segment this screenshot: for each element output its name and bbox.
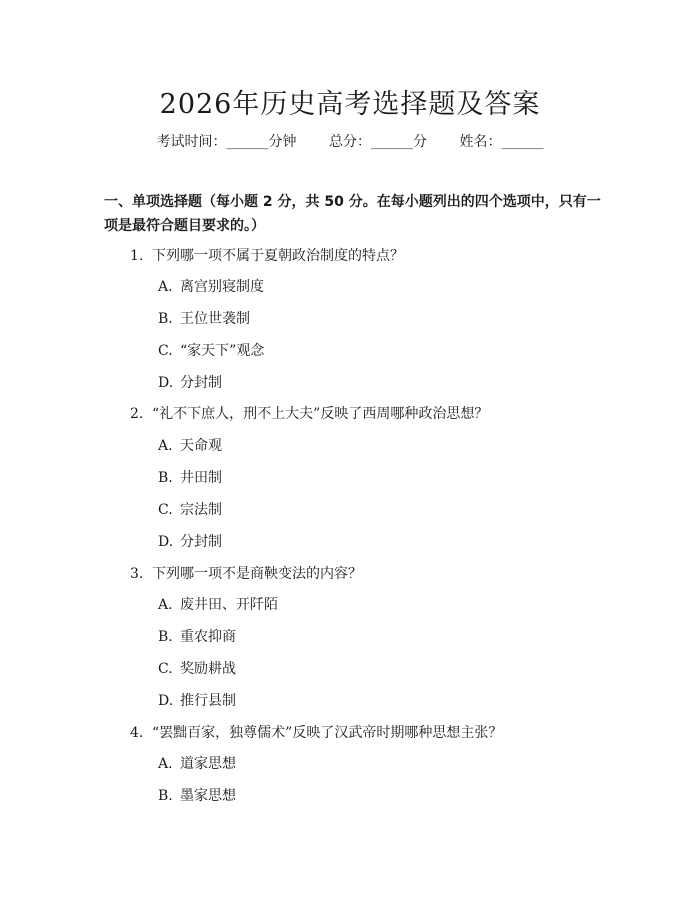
- section-heading: 一、单项选择题（每小题 2 分，共 50 分。在每小题列出的四个选项中，只有一项是最符合题目要求的。）: [104, 194, 601, 234]
- option-label: D.: [158, 375, 174, 391]
- option: [158, 499, 222, 519]
- exam-time-field: 考试时间：______分钟: [156, 134, 297, 150]
- option: [158, 626, 236, 646]
- question-text: 下列哪一项不属于夏朝政治制度的特点？: [152, 248, 404, 264]
- question-text: “罢黜百家，独尊儒术”反映了汉武帝时期哪种思想主张？: [152, 725, 503, 741]
- option-label: D.: [158, 534, 174, 550]
- option: [158, 372, 222, 392]
- option-text: 井田制: [180, 470, 222, 486]
- option-label: A.: [158, 597, 173, 613]
- option-label: C.: [158, 661, 173, 677]
- question-number: 2.: [130, 406, 144, 422]
- option-text: 废井田、开阡陌: [180, 597, 278, 613]
- option: [158, 276, 264, 296]
- question: [130, 563, 362, 583]
- total-score-field: 总分：______分: [329, 134, 427, 150]
- question-text: “礼不下庶人，刑不上大夫”反映了西周哪种政治思想？: [152, 406, 489, 422]
- question-number: 1.: [130, 248, 144, 264]
- option-label: D.: [158, 693, 174, 709]
- option-label: A.: [158, 756, 173, 772]
- exam-meta: [0, 131, 700, 151]
- option-text: 分封制: [180, 375, 222, 391]
- option: [158, 435, 222, 455]
- option-label: B.: [158, 470, 173, 486]
- option: [158, 690, 236, 710]
- option-label: B.: [158, 629, 173, 645]
- question-number: 3.: [130, 566, 144, 582]
- option-label: C.: [158, 343, 173, 359]
- option: [158, 467, 222, 487]
- question-number: 4.: [130, 725, 144, 741]
- question-text: 下列哪一项不是商鞅变法的内容？: [152, 566, 362, 582]
- option-text: 重农抑商: [180, 629, 236, 645]
- option-label: C.: [158, 502, 173, 518]
- option-text: 天命观: [180, 438, 222, 454]
- option: [158, 594, 278, 614]
- option: [158, 753, 236, 773]
- name-field: 姓名：______: [459, 134, 544, 150]
- option: [158, 340, 264, 360]
- page-title: 2026年历史高考选择题及答案: [159, 89, 541, 120]
- option: [158, 531, 222, 551]
- question: [130, 722, 502, 742]
- option-text: 道家思想: [180, 756, 236, 772]
- option-label: A.: [158, 279, 173, 295]
- option-text: 王位世袭制: [180, 311, 250, 327]
- option-text: 宗法制: [180, 502, 222, 518]
- option-text: 墨家思想: [180, 788, 236, 804]
- option: [158, 658, 236, 678]
- question: [130, 403, 488, 423]
- option-label: B.: [158, 788, 173, 804]
- option-text: 分封制: [180, 534, 222, 550]
- option: [158, 308, 250, 328]
- question: [130, 245, 404, 265]
- option-text: “家天下”观念: [180, 343, 265, 359]
- option-label: A.: [158, 438, 173, 454]
- option-text: 奖励耕战: [180, 661, 236, 677]
- option-text: 离宫别寝制度: [180, 279, 264, 295]
- option-label: B.: [158, 311, 173, 327]
- option-text: 推行县制: [180, 693, 236, 709]
- option: [158, 785, 236, 805]
